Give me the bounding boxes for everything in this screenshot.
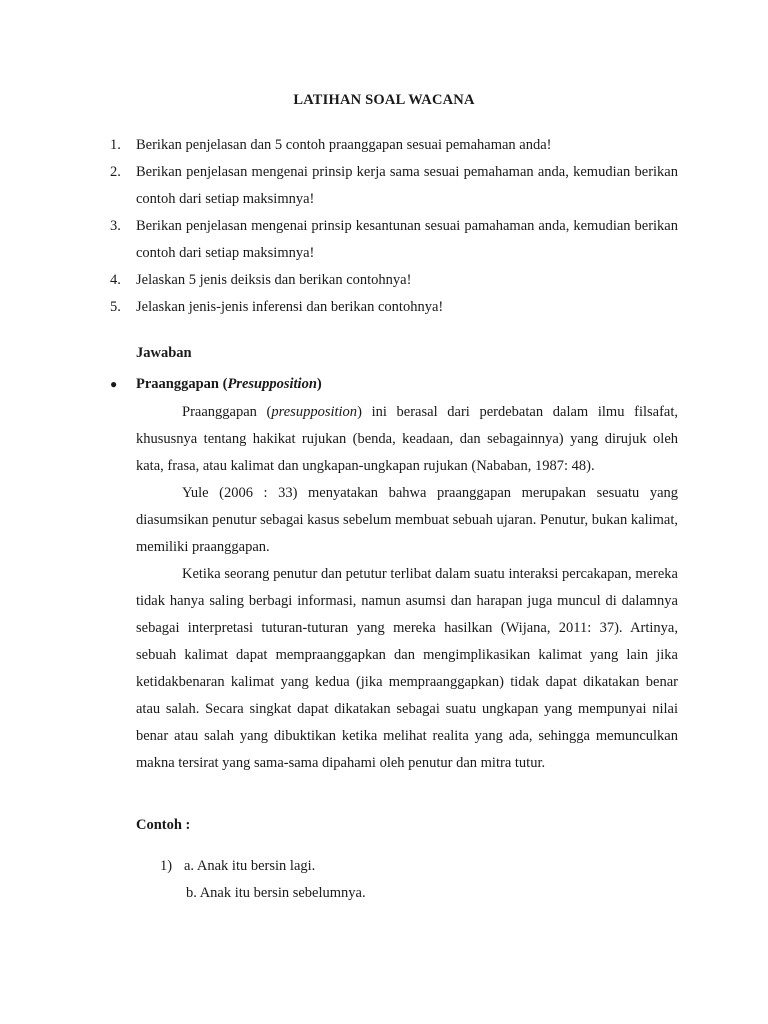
list-item-text: Jelaskan jenis-jenis inferensi dan berikan contohnya! bbox=[136, 299, 444, 315]
list-item bbox=[110, 267, 678, 294]
paragraph-2: Yule (2006 : 33) menyatakan bahwa praanggapan merupakan sesuatu yang diasumsikan penutur sebagai kasus sebelum membuat sebuah ujaran. Penutur, bukan kalimat, memiliki praanggapan. bbox=[136, 485, 678, 555]
question-list bbox=[110, 132, 678, 321]
list-item bbox=[110, 294, 678, 321]
example-a: a. Anak itu bersin lagi. bbox=[184, 858, 316, 874]
list-item bbox=[110, 132, 678, 159]
paragraph-text: ) ini berasal dari perdebatan dalam ilmu filsafat, khususnya tentang hakikat rujukan (benda, keadaan, dan sebagainnya) yang dirujuk oleh kata, frasa, atau kalimat dan ungkapan-ungkapan rujukan (Nababan, 1987: 48). bbox=[136, 404, 678, 474]
example-list bbox=[160, 853, 366, 907]
bullet-icon: ● bbox=[110, 377, 118, 391]
list-item bbox=[160, 853, 366, 880]
list-item-number: 3. bbox=[110, 218, 121, 234]
paragraph-text: Praanggapan ( bbox=[182, 404, 272, 420]
heading-italic: Presupposition bbox=[227, 376, 317, 392]
list-item bbox=[110, 213, 678, 267]
list-item-text: Berikan penjelasan mengenai prinsip kesantunan sesuai pamahaman anda, kemudian berikan contoh dari setiap maksimnya! bbox=[136, 218, 678, 261]
page-title: LATIHAN SOAL WACANA bbox=[293, 92, 475, 108]
list-item-number: 2. bbox=[110, 164, 121, 180]
list-item-text: Jelaskan 5 jenis deiksis dan berikan contohnya! bbox=[136, 272, 412, 288]
list-item bbox=[110, 159, 678, 213]
example-heading: Contoh : bbox=[136, 817, 191, 833]
body-text bbox=[136, 399, 678, 777]
section-heading bbox=[110, 372, 678, 396]
italic-term: presupposition bbox=[271, 404, 358, 420]
answer-heading: Jawaban bbox=[136, 345, 192, 361]
paragraph-3: Ketika seorang penutur dan petutur terlibat dalam suatu interaksi percakapan, mereka tidak hanya saling berbagi informasi, namun asumsi dan harapan juga muncul di dalamnya sebagai interpretasi tuturan-tuturan yang mereka hasilkan (Wijana, 2011: 37). Artinya, sebuah kalimat dapat mempraanggapkan dan mengimplikasikan kalimat yang lain jika ketidakbenaran kalimat yang kedua (jika mempraanggapkan) tidak dapat dikatakan benar atau salah. Secara singkat dapat dikatakan sebagai suatu ungkapan yang mempunyai nilai benar atau salah yang dibuktikan ketika melihat realita yang ada, sehingga memunculkan makna tersirat yang sama-sama dipahami oleh penutur dan mitra tutur. bbox=[136, 566, 678, 771]
section-heading-text bbox=[136, 372, 322, 396]
list-item-number: 4. bbox=[110, 272, 121, 288]
example-number: 1) bbox=[160, 858, 173, 874]
heading-suffix: ) bbox=[316, 376, 322, 392]
list-item bbox=[160, 880, 366, 907]
example-b: b. Anak itu bersin sebelumnya. bbox=[186, 885, 366, 901]
heading-prefix: Praanggapan ( bbox=[136, 376, 228, 392]
list-item-text: Berikan penjelasan mengenai prinsip kerja sama sesuai pemahaman anda, kemudian berikan contoh dari setiap maksimnya! bbox=[136, 164, 678, 207]
list-item-number: 1. bbox=[110, 137, 121, 153]
list-item-text: Berikan penjelasan dan 5 contoh praanggapan sesuai pemahaman anda! bbox=[136, 137, 552, 153]
paragraph-1 bbox=[136, 399, 678, 480]
list-item-number: 5. bbox=[110, 299, 121, 315]
